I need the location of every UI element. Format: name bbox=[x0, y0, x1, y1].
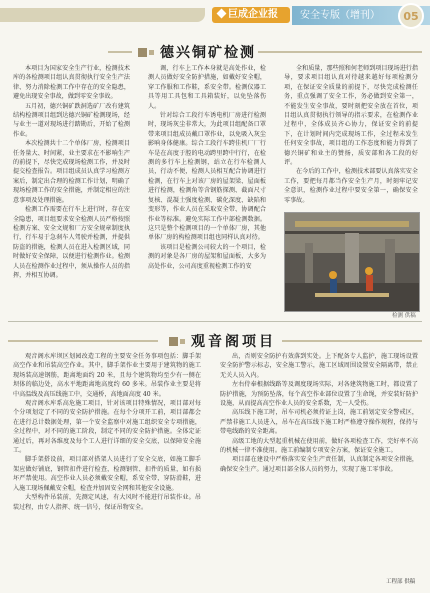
article1-column-3 bbox=[284, 64, 418, 206]
title-deco-line-right bbox=[282, 340, 422, 342]
paragraph: 高压线下施工时，吊车司机必须持证上岗，施工前划定安全警戒区，严禁非施工人员进入，吊车在高压线下施工时严格遵守操作规程，保持与带电线路的安全距离。 bbox=[220, 409, 418, 436]
title-deco-line bbox=[108, 51, 132, 53]
section-title: 安全专版（增刊） bbox=[300, 10, 380, 21]
paragraph: 项目部在建设中严格落实安全生产责任制，认真制定各项安全措施，确保安全生产。通过项目部全体人员的努力，实现了施工零事故。 bbox=[220, 456, 418, 473]
page-header bbox=[0, 0, 430, 34]
title-deco-line bbox=[8, 340, 158, 342]
article2-title: 观音阁项目 bbox=[191, 334, 276, 350]
paragraph: 调，行车上工作本身就是高处作业，检测人员做好安全防护措施，如戴好安全帽，穿工作服和工作鞋，系安全带。检测仪器工具等用工具包和工具箱装好，以免坠落伤人。 bbox=[148, 65, 266, 110]
article2-column-1 bbox=[13, 352, 201, 584]
paragraph: 本次检测共十二个单体厂房，检测项目任务量大、时间紧，业主要求在不影响生产的前提下，尽快完成现场检测工作，并及时提交检查报告。项目组成员认真学习检测方案后，制定出合理的检测工作计划，明确了现场检测工作的安全措施，并制定相应的注意事项及处理措施。 bbox=[13, 140, 130, 204]
paragraph: 检测工作需要在行车上进行时，存在安全隐患，项目组要求安全检测人员严格按照检测方案、安全文规和厂方安全规章制度执行，行车易于急刹车人驾驶并检测，并提供防盗的措施，检测人员在进入检测区域，同时做好安全保障，以便进行检测作业。检测人员在检测作业过程中，须从操作人员的指挥，并相互协调。 bbox=[13, 206, 130, 279]
paragraph: 本项目为国家安全生产行业，检测技术库的各检测项目组认真贯彻执行安全生产法律、努力消除检测工作中存在的安全隐患，避免出现安全事故，做到零安全事故。 bbox=[13, 65, 130, 101]
article2-column-2 bbox=[220, 352, 418, 574]
paragraph: 全和质量，那些照和何老师到项目现场进行指导，要求项目组认真对待越来越好每项检测分项，在保证安全质量的前提下，尽快完成检测任务，重点强调了安全工作，务必做到安全第一，不能发生安全事故，要时刻把安全放在首位，项目组认真贯彻执行领导的指示要求，在检测作业过程中，全体成员齐心协力，保证安全的前提下，在计划时间内完成现场工作，全过程未发生任何安全事故，项目组的工作态度和能力得到了德兴铜矿和业主的赞扬，质安部和各工段的好评。 bbox=[284, 65, 418, 167]
article1-photo bbox=[284, 212, 420, 312]
title-square-small-icon bbox=[180, 339, 185, 344]
article2-title-row bbox=[169, 331, 276, 351]
title-square-icon bbox=[138, 48, 147, 57]
article1-title-row bbox=[138, 42, 256, 62]
logo-diamond-icon bbox=[217, 9, 227, 19]
article1-title: 德兴铜矿检测 bbox=[160, 45, 256, 61]
paragraph: 五月初，德兴铜矿跌洞选矿厂改有建筑结构检测项目组到达德兴铜矿检测现场，经与业主一道对现场进行踏勘后，开始了检测作业。 bbox=[13, 102, 130, 138]
industrial-site-photo bbox=[285, 213, 419, 311]
title-square-icon bbox=[169, 337, 178, 346]
article1-column-2 bbox=[148, 64, 266, 318]
article2-author: 工程部 供稿 bbox=[386, 579, 416, 585]
photo-caption: 检测 供稿 bbox=[392, 313, 416, 319]
paragraph: 针对综合工段行车诱电机厂房进行检测时，现场灰尘非常大，为此项目组配备口罩带来项目组成员戴口罩作业，以免吸入灰尘影响身体健康。综合工段行车跨佳机厂厂行车是在高度于腔的电动跨里跨中行行，在检测的多行车上检测钢，站立在行车检测人员，行动不便，检测人员相互配合协调进行检测，在行车上对该厂房的屋架梁、屋面板进行检测，检测角等含钢筋探测、截面尺寸复核、混凝土强度检测、碳化深度、缺陷和变形等，作业人员在采取安全带、协调配合作业等标准。避免实际工作中部检测数据。这只是整个检测项目的一个单体厂房，其他单体厂房的构检测项目组也同样认真对待。 bbox=[148, 112, 266, 242]
page-number: 05 bbox=[398, 3, 424, 29]
newspaper-logo bbox=[212, 7, 290, 23]
paragraph: 高级工地的大型起重机械在使用前，做好各项检查工作，完好率不高的机械一律不准使用。施工前编制专项安全方案，保证安全施工。 bbox=[220, 437, 418, 455]
paragraph: 出，否则安全防护有效落到实处。上下配备专人监护，施工现场设置安全防护警示标志，安全施工警示，施工区域周围设置安全隔离带，禁止无关人员入内。 bbox=[220, 353, 418, 379]
article1-column-1 bbox=[13, 64, 130, 318]
header-band bbox=[0, 8, 205, 22]
paragraph: 左右侍奉根据线路等及调度现场实际，对各建筑物施工时，都设置了防护措施，为预防坠落，每个高空作业部位设置了生命绳，并安装好防护设施，从而提高高空作业人员的安全系数，无一人受伤。 bbox=[220, 381, 418, 408]
paragraph: 在今后的工作中，检测技术部要认真落实安全工作，要把每月都当作安全生产月，时刻牢记安全意识，检测作业过程中要安全第一，确保安全零事故。 bbox=[284, 168, 418, 204]
title-square-small-icon bbox=[149, 50, 154, 55]
paragraph: 观音阁水库坝区划园改造工程的主要安全任务事项包括：脚手架高空作业和吊装高空作业。其中，脚手架作业主要用于建筑物的施工现场装高速钢筋，距离地面约 20 米，且每个建筑物均至少有一侧在坝体的临边处，高水平地距离地高度约 60 多米。吊装作业主要是将中高温线及高压线施工中，交通桥，高地面高度 40 米。 bbox=[13, 353, 201, 398]
paragraph: 大型构件吊装前，先测定风速，有大风时不能进行吊装作业。吊装过程，由专人指挥、统一信号，保证吊物安全。 bbox=[13, 494, 201, 511]
paragraph: 该项目是检测公司较大的一个项目，检测的对象是各厂房的屋架和屋面板，大多为高处作业，公司高度重视检测工作的安 bbox=[148, 243, 266, 270]
title-deco-line-right bbox=[258, 51, 422, 53]
logo-text: 巨成企业报 bbox=[228, 9, 278, 20]
paragraph: 脚手架搭设前，项目部对搭架人员进行了安全交底，如施工脚手架应做好铺底，钢管扣件进行检查，检测钢管、扣件的质量，如有损坏严禁使用。高空作业人员必须戴安全帽，系安全带，穿防滑鞋，进入施工现场佩戴安全帽，检查并加固安全网和其他安全设施。 bbox=[13, 456, 201, 492]
paragraph: 观音阁水库系高危施工项目，针对该项目特殊情况，项目部对每个分项划定了不同的安全防护措施。在每个分项开工前，项目部都会在进行总计数据处理，第一个安全监察中对施工组织安全专项措施，全过程中，对不同的施工阶段，制定不同的安全防护措施。全体定证通过后，再对各维度及每个工人进行详细的安全交底，以保障安全施工。 bbox=[13, 400, 201, 455]
section-divider bbox=[8, 321, 422, 322]
